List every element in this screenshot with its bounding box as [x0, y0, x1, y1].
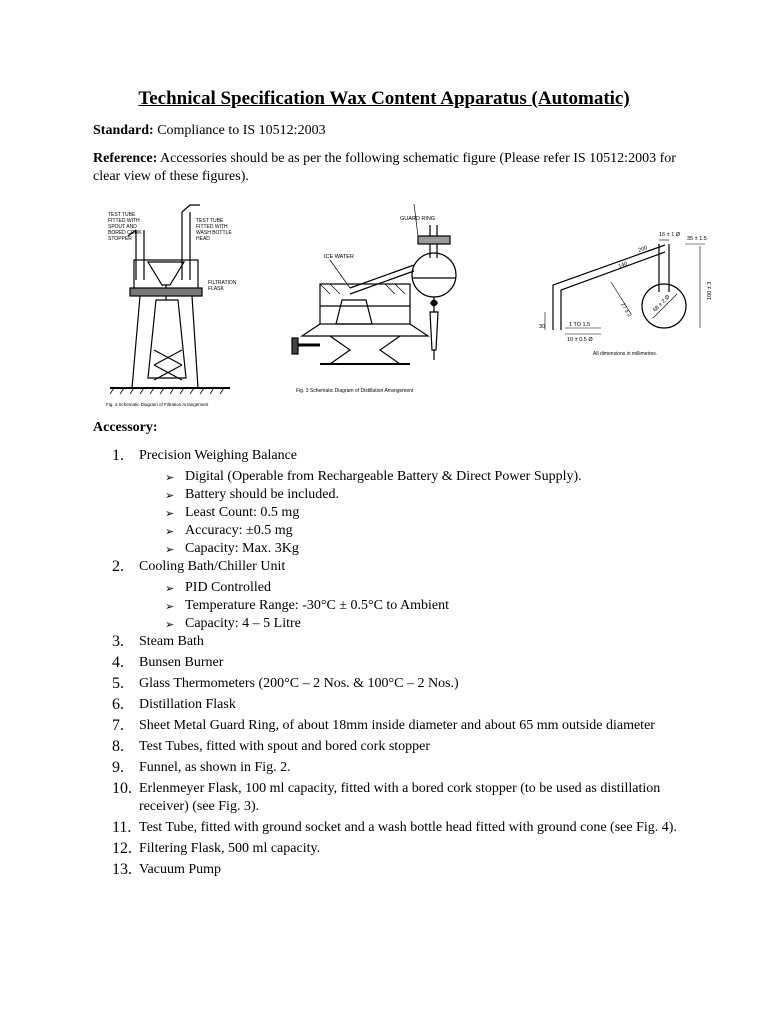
accessory-subitem	[93, 522, 693, 540]
fig4-label-filtration-flask-1: FILTRATION	[208, 280, 237, 286]
fig4-label-test-tube-left-5: STOPPER	[108, 236, 132, 242]
accessory-number: 7.	[112, 717, 124, 734]
flask-dim-35: 35 ± 1.5	[687, 236, 707, 242]
accessory-text: Test Tubes, fitted with spout and bored cork stopper	[139, 739, 431, 754]
accessory-item	[93, 717, 693, 735]
accessory-subitem	[93, 615, 693, 633]
accessory-item	[93, 780, 693, 816]
accessory-item	[93, 675, 693, 693]
accessory-subitem	[93, 468, 693, 486]
accessory-text: Steam Bath	[139, 634, 204, 649]
accessory-text: Glass Thermometers (200°C – 2 Nos. & 100°C – 2 Nos.)	[139, 676, 459, 691]
flask-dim-27: 27 ± 2	[619, 302, 633, 319]
accessory-number: 9.	[112, 759, 124, 776]
flask-dim-10: 10 ± 0.5 Ø	[567, 337, 593, 343]
distillation-arrangement-figure	[290, 200, 500, 415]
accessory-item	[93, 654, 693, 672]
fig4-label-test-tube-right-3: WASH BOTTLE	[196, 230, 232, 236]
flask-dimensions-figure	[535, 200, 720, 415]
accessory-subitem	[93, 486, 693, 504]
accessory-number: 2.	[112, 558, 124, 575]
fig4-label-test-tube-right-4: HEAD	[196, 236, 210, 242]
flask-dim-140: 140	[617, 261, 629, 270]
fig4-label-test-tube-left-1: TEST TUBE	[108, 212, 136, 218]
arrow-bullet-icon: ➢	[165, 526, 175, 538]
accessory-number: 1.	[112, 447, 124, 464]
accessory-number: 10.	[112, 780, 132, 797]
accessory-item	[93, 840, 693, 858]
accessory-subitem-text: Temperature Range: -30°C ± 0.5°C to Ambient	[185, 598, 450, 613]
accessory-number: 6.	[112, 696, 124, 713]
accessory-text: Sheet Metal Guard Ring, of about 18mm inside diameter and about 65 mm outside diameter	[139, 718, 655, 733]
accessory-subitem-text: Least Count: 0.5 mg	[185, 505, 300, 520]
reference-text: Accessories should be as per the following schematic figure (Please refer IS 10512:2003 for clear view of these figures).	[93, 151, 676, 184]
accessory-number: 4.	[112, 654, 124, 671]
accessory-number: 5.	[112, 675, 124, 692]
accessory-item	[93, 819, 693, 837]
accessory-subitem-text: Capacity: Max. 3Kg	[185, 541, 299, 556]
accessory-item	[93, 759, 693, 777]
flask-dim-16: 16 ± 1 Ø	[659, 232, 681, 238]
fig4-label-filtration-flask-2: FLASK	[208, 286, 224, 292]
accessory-list	[93, 447, 693, 882]
accessory-text: Filtering Flask, 500 ml capacity.	[139, 841, 321, 856]
fig4-label-test-tube-left-4: BORED CORK	[108, 230, 142, 236]
flask-dim-1to15: 1 TO 1.5	[569, 322, 591, 328]
arrow-bullet-icon: ➢	[165, 619, 175, 631]
fig3-caption: Fig. 3 Schematic Diagram of Distillation Arrangement	[296, 388, 414, 394]
flask-dim-68: 68 ± 2 Ø	[652, 294, 672, 314]
fig4-caption: Fig. 4 Schematic Diagram of Filtration Arrangement	[106, 402, 209, 407]
accessory-item	[93, 558, 693, 576]
arrow-bullet-icon: ➢	[165, 544, 175, 556]
accessory-text: Cooling Bath/Chiller Unit	[139, 559, 286, 574]
document-title: Technical Specification Wax Content Apparatus (Automatic)	[138, 88, 630, 109]
accessory-subitem-text: PID Controlled	[185, 580, 271, 595]
fig4-label-test-tube-right-2: FITTED WITH	[196, 224, 228, 230]
accessory-subitem-text: Accuracy: ±0.5 mg	[185, 523, 293, 538]
accessory-item	[93, 633, 693, 651]
flask-dim-200: 200	[637, 245, 649, 254]
filtration-arrangement-figure	[100, 200, 260, 415]
fig4-label-test-tube-left-3: SPOUT AND	[108, 224, 137, 230]
accessory-text: Vacuum Pump	[139, 862, 222, 877]
accessory-item	[93, 447, 693, 465]
accessory-subitem	[93, 597, 693, 615]
accessory-item	[93, 696, 693, 714]
accessory-text: Erlenmeyer Flask, 100 ml capacity, fitted with a bored cork stopper (to be used as distillation receiver) (see Fig. 3).	[139, 781, 661, 814]
accessory-subitem	[93, 579, 693, 597]
fig3-label-guard-ring: GUARD RING	[400, 216, 436, 222]
accessory-number: 11.	[112, 819, 132, 836]
accessory-subitem	[93, 504, 693, 522]
accessory-number: 3.	[112, 633, 124, 650]
fig4-label-test-tube-right-1: TEST TUBE	[196, 218, 224, 224]
accessory-item	[93, 861, 693, 879]
flask-dimension-note: All dimensions in millimetres.	[593, 351, 658, 357]
standard-paragraph	[93, 122, 683, 140]
arrow-bullet-icon: ➢	[165, 490, 175, 502]
flask-dim-30: 30	[539, 324, 546, 330]
accessory-number: 13.	[112, 861, 132, 878]
accessory-heading: Accessory:	[93, 420, 158, 435]
reference-label: Reference:	[93, 151, 158, 166]
accessory-subitem-text: Digital (Operable from Rechargeable Battery & Direct Power Supply).	[185, 469, 582, 484]
accessory-subitem-text: Battery should be included.	[185, 487, 339, 502]
accessory-text: Precision Weighing Balance	[139, 448, 298, 463]
reference-paragraph	[93, 150, 683, 186]
schematic-figures	[100, 200, 720, 415]
fig4-label-test-tube-left-2: FITTED WITH	[108, 218, 140, 224]
arrow-bullet-icon: ➢	[165, 583, 175, 595]
accessory-number: 8.	[112, 738, 124, 755]
accessory-text: Distillation Flask	[139, 697, 236, 712]
accessory-text: Bunsen Burner	[139, 655, 224, 670]
accessory-subitem	[93, 540, 693, 558]
accessory-text: Funnel, as shown in Fig. 2.	[139, 760, 291, 775]
accessory-item	[93, 738, 693, 756]
flask-dim-100: 100 ± 3	[707, 281, 713, 300]
arrow-bullet-icon: ➢	[165, 472, 175, 484]
standard-label: Standard:	[93, 123, 154, 138]
accessory-subitem-text: Capacity: 4 – 5 Litre	[185, 616, 301, 631]
accessory-text: Test Tube, fitted with ground socket and a wash bottle head fitted with ground cone (see Fig. 4).	[139, 820, 677, 835]
standard-text: Compliance to IS 10512:2003	[153, 123, 326, 138]
accessory-number: 12.	[112, 840, 132, 857]
arrow-bullet-icon: ➢	[165, 508, 175, 520]
arrow-bullet-icon: ➢	[165, 601, 175, 613]
fig3-label-ice-water: ICE WATER	[324, 254, 354, 260]
